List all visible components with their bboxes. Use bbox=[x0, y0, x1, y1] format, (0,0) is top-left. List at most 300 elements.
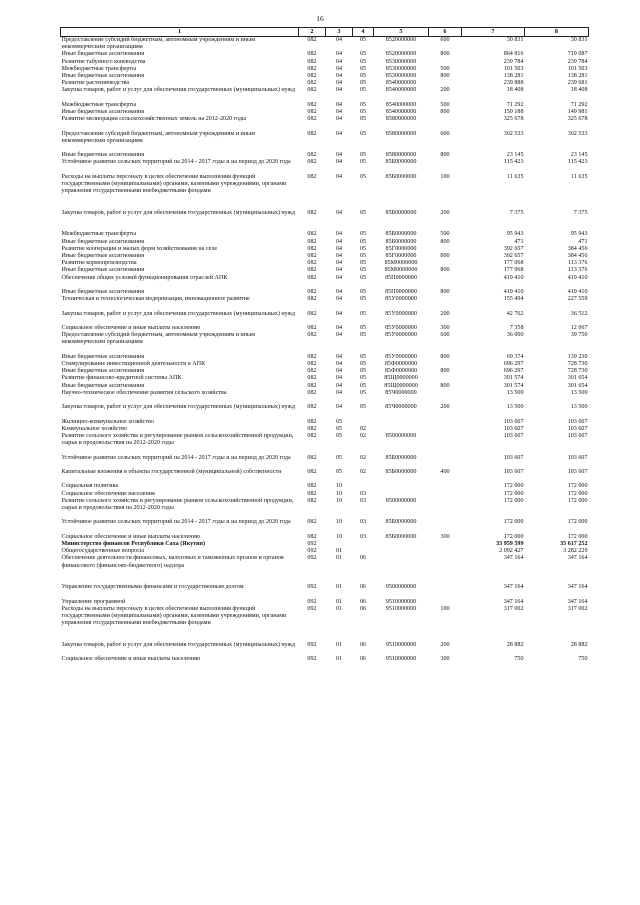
row-target-code: 85М0000000 bbox=[384, 260, 418, 267]
header-col-3: 3 bbox=[326, 28, 353, 37]
row-expense-type bbox=[429, 275, 462, 289]
row-amount-year1: 103 607 bbox=[503, 468, 524, 475]
row-subsection-code bbox=[353, 419, 374, 426]
row-target-code: 8520000000 bbox=[385, 37, 417, 43]
row-name: Иные бюджетные ассигнования bbox=[61, 73, 145, 80]
row-section-code: 04 bbox=[335, 73, 343, 80]
row-target-code bbox=[374, 491, 429, 498]
table-row bbox=[61, 332, 589, 354]
row-section-code: 04 bbox=[335, 332, 343, 339]
row-amount-year1: 317 002 bbox=[503, 605, 524, 612]
row-ministry-code: 082 bbox=[307, 51, 317, 58]
row-amount-year1: 392 657 bbox=[503, 253, 524, 259]
row-section-code: 04 bbox=[335, 260, 343, 267]
row-subsection-code: 05 bbox=[359, 116, 367, 123]
row-ministry-code: 092 bbox=[307, 605, 317, 612]
row-amount-year2: 325 678 bbox=[567, 116, 588, 123]
row-name: Обеспечение деятельности финансовых, налоговых и таможенных органов и органов финансового (финансово-бюджетного) надзора bbox=[61, 555, 284, 569]
table-row bbox=[61, 555, 589, 584]
row-subsection-code: 05 bbox=[359, 375, 367, 382]
row-amount-year1: 13 500 bbox=[506, 404, 524, 411]
row-section-code: 04 bbox=[335, 404, 343, 411]
row-section-code: 04 bbox=[335, 173, 343, 180]
row-ministry-code: 082 bbox=[307, 296, 317, 303]
row-name: Межбюджетные трансферты bbox=[61, 231, 137, 238]
table-row bbox=[61, 656, 589, 663]
row-ministry-code: 082 bbox=[307, 101, 317, 108]
row-section-code: 04 bbox=[335, 37, 343, 43]
row-expense-type bbox=[429, 159, 462, 173]
row-name: Научно-техническое обеспечение развития сельского хозяйства bbox=[61, 389, 227, 396]
row-section-code: 04 bbox=[335, 238, 343, 245]
row-ministry-code: 082 bbox=[307, 73, 317, 80]
row-target-code: 9510000000 bbox=[385, 605, 417, 612]
row-expense-type: 800 bbox=[440, 109, 450, 116]
row-ministry-code: 082 bbox=[307, 116, 317, 123]
row-section-code: 04 bbox=[335, 58, 343, 65]
row-expense-type: 400 bbox=[440, 468, 450, 475]
table-row bbox=[61, 426, 589, 433]
row-ministry-code: 092 bbox=[307, 548, 317, 555]
row-amount-year1: 13 500 bbox=[506, 389, 524, 396]
row-amount-year2: 347 164 bbox=[567, 555, 588, 562]
row-target-code: 85М0000000 bbox=[384, 267, 418, 274]
row-ministry-code: 092 bbox=[307, 584, 317, 591]
row-expense-type: 800 bbox=[440, 289, 450, 295]
row-section-code: 01 bbox=[335, 598, 343, 605]
row-subsection-code: 03 bbox=[359, 497, 367, 504]
table-row bbox=[61, 289, 589, 296]
row-subsection-code: 05 bbox=[359, 253, 367, 259]
row-amount-year2: 384 456 bbox=[567, 253, 588, 259]
row-target-code: 8530000000 bbox=[385, 58, 417, 65]
row-amount-year2: 301 654 bbox=[567, 382, 588, 389]
row-name: Закупка товаров, работ и услуг для обеспечения государственных (муниципальных) нужд bbox=[61, 209, 295, 216]
row-name: Социальная политика bbox=[61, 483, 119, 490]
row-name: Закупка товаров, работ и услуг для обеспечения государственных (муниципальных) нужд bbox=[61, 404, 295, 411]
row-target-code: 85Щ0000000 bbox=[384, 382, 418, 389]
row-amount-year1: 11 635 bbox=[506, 173, 524, 180]
row-name: Социальное обеспечение и иные выплаты населению bbox=[61, 324, 201, 331]
row-target-code: 8540000000 bbox=[385, 87, 417, 94]
row-ministry-code: 082 bbox=[307, 37, 317, 43]
row-amount-year1: 696 297 bbox=[503, 360, 524, 367]
row-name: Стимулирование инвестиционной деятельности в АПК bbox=[61, 360, 206, 367]
row-expense-type bbox=[429, 541, 462, 548]
row-amount-year2: 384 456 bbox=[567, 245, 588, 252]
row-ministry-code: 082 bbox=[307, 274, 317, 281]
row-amount-year2: 101 503 bbox=[567, 65, 588, 72]
row-ministry-code: 082 bbox=[307, 159, 317, 166]
table-row bbox=[61, 159, 589, 173]
table-row bbox=[61, 73, 589, 80]
table-row bbox=[61, 483, 589, 490]
row-expense-type bbox=[429, 599, 462, 606]
row-name: Иные бюджетные ассигнования bbox=[61, 368, 145, 375]
row-section-code: 04 bbox=[335, 209, 343, 216]
row-amount-year2: 139 230 bbox=[567, 353, 588, 360]
row-expense-type bbox=[429, 498, 462, 520]
row-ministry-code: 082 bbox=[307, 332, 317, 339]
row-amount-year2: 138 281 bbox=[567, 73, 588, 80]
row-amount-year2: 71 292 bbox=[570, 101, 588, 108]
row-ministry-code: 082 bbox=[307, 238, 317, 245]
row-expense-type: 300 bbox=[440, 656, 450, 663]
row-amount-year1: 115 423 bbox=[503, 159, 524, 166]
row-expense-type: 600 bbox=[440, 332, 450, 339]
row-target-code: 8580000000 bbox=[385, 152, 417, 159]
table-row bbox=[61, 404, 589, 418]
row-subsection-code: 05 bbox=[359, 310, 367, 317]
row-target-code: 85П0000000 bbox=[385, 274, 417, 281]
row-name: Предоставление субсидий бюджетным, автономным учреждениям и иным некоммерческим организациям bbox=[61, 37, 255, 51]
row-name: Жилищно-коммунальное хозяйство bbox=[61, 418, 154, 425]
row-amount-year2: 113 376 bbox=[567, 267, 588, 274]
row-expense-type bbox=[429, 555, 462, 584]
row-name: Капитальные вложения в объекты государственной (муниципальной) собственности bbox=[61, 468, 282, 475]
row-ministry-code: 082 bbox=[307, 65, 317, 72]
row-amount-year1: 301 574 bbox=[503, 375, 524, 382]
row-expense-type bbox=[429, 80, 462, 87]
row-amount-year1: 150 188 bbox=[503, 109, 524, 116]
row-target-code: 9500000000 bbox=[385, 584, 417, 591]
row-name: Иные бюджетные ассигнования bbox=[61, 267, 145, 274]
row-ministry-code: 082 bbox=[307, 310, 317, 317]
row-section-code: 04 bbox=[335, 375, 343, 382]
row-subsection-code: 05 bbox=[359, 65, 367, 72]
table-row bbox=[61, 390, 589, 404]
row-target-code bbox=[374, 548, 429, 555]
row-name: Общегосударственные вопросы bbox=[61, 548, 145, 555]
row-amount-year1: 172 000 bbox=[503, 483, 524, 490]
table-row bbox=[61, 231, 589, 238]
row-expense-type bbox=[429, 59, 462, 66]
row-section-code: 04 bbox=[335, 360, 343, 367]
table-row bbox=[61, 491, 589, 498]
row-amount-year1: 471 bbox=[514, 238, 524, 245]
row-section-code: 04 bbox=[335, 253, 343, 259]
row-target-code bbox=[374, 483, 429, 490]
header-col-4: 4 bbox=[353, 28, 374, 37]
row-subsection-code: 02 bbox=[359, 425, 367, 432]
row-name: Закупка товаров, работ и услуг для обеспечения государственных (муниципальных) нужд bbox=[61, 310, 295, 317]
row-name: Развитие сельского хозяйства и регулирование рынков сельскохозяйственной продукции, сырья и продовольствия на 2012-2020 годы bbox=[61, 432, 294, 447]
row-amount-year1: 30 831 bbox=[506, 37, 524, 43]
row-ministry-code: 082 bbox=[307, 173, 317, 180]
row-expense-type bbox=[429, 296, 462, 310]
row-section-code: 04 bbox=[335, 101, 343, 108]
header-col-5: 5 bbox=[374, 28, 429, 37]
row-name: Иные бюджетные ассигнования bbox=[61, 109, 145, 116]
row-ministry-code: 082 bbox=[307, 324, 317, 331]
row-amount-year2: 172 000 bbox=[567, 497, 588, 504]
row-target-code: 85Ч0000000 bbox=[385, 389, 417, 396]
row-amount-year1: 36 000 bbox=[506, 332, 524, 339]
row-amount-year2: 750 bbox=[578, 656, 588, 663]
table-row bbox=[61, 311, 589, 325]
row-name: Управление государственными финансами и государственным долгом bbox=[61, 584, 244, 591]
row-amount-year2: 172 000 bbox=[567, 483, 588, 490]
row-amount-year2: 103 607 bbox=[567, 418, 588, 425]
row-expense-type: 800 bbox=[440, 51, 450, 58]
row-subsection-code: 05 bbox=[359, 152, 367, 159]
row-subsection-code: 05 bbox=[359, 159, 367, 166]
row-section-code: 04 bbox=[335, 310, 343, 317]
row-name: Управление программой bbox=[61, 598, 126, 605]
row-name: Министерство финансов Республики Саха (Якутия) bbox=[61, 540, 205, 547]
table-body bbox=[61, 37, 589, 664]
row-name: Иные бюджетные ассигнования bbox=[61, 289, 145, 295]
row-section-code: 04 bbox=[335, 231, 343, 238]
row-amount-year2: 30 831 bbox=[570, 37, 588, 43]
row-name: Закупка товаров, работ и услуг для обеспечения государственных (муниципальных) нужд bbox=[61, 87, 295, 94]
row-amount-year2: 302 533 bbox=[567, 130, 588, 137]
row-amount-year2: 11 635 bbox=[570, 173, 588, 180]
row-target-code: 85Г0000000 bbox=[385, 253, 417, 259]
row-amount-year1: 95 943 bbox=[506, 231, 524, 238]
row-name: Расходы на выплаты персоналу в целях обеспечения выполнения функций государственными (муниципальными) органами, казенными учреждениями, органами управления государственными внебюджетными фондами bbox=[61, 605, 287, 627]
row-target-code: 8500000000 bbox=[385, 497, 417, 504]
table-row bbox=[61, 102, 589, 109]
row-amount-year2: 728 730 bbox=[567, 368, 588, 375]
row-subsection-code: 05 bbox=[359, 109, 367, 116]
row-subsection-code bbox=[353, 541, 374, 548]
table-row bbox=[61, 131, 589, 153]
row-amount-year1: 172 000 bbox=[503, 533, 524, 540]
row-ministry-code: 082 bbox=[307, 130, 317, 137]
row-target-code: 85Г0000000 bbox=[385, 245, 417, 252]
row-name: Межбюджетные трансферты bbox=[61, 65, 137, 72]
row-amount-year1: 177 068 bbox=[503, 267, 524, 274]
row-name: Предоставление субсидий бюджетным, автономным учреждениям и иным некоммерческим организациям bbox=[61, 332, 255, 346]
row-name: Социальное обеспечение населения bbox=[61, 490, 155, 497]
row-amount-year1: 419 410 bbox=[503, 274, 524, 281]
row-section-code: 01 bbox=[335, 584, 343, 591]
row-expense-type: 100 bbox=[440, 173, 450, 180]
row-section-code: 04 bbox=[335, 289, 343, 295]
row-amount-year2: 728 730 bbox=[567, 360, 588, 367]
table-row bbox=[61, 296, 589, 310]
row-ministry-code: 082 bbox=[307, 404, 317, 411]
row-subsection-code: 06 bbox=[359, 641, 367, 648]
row-amount-year1: 7 358 bbox=[509, 324, 524, 331]
row-amount-year2: 36 512 bbox=[570, 310, 588, 317]
row-amount-year1: 301 574 bbox=[503, 382, 524, 389]
row-amount-year1: 103 607 bbox=[503, 454, 524, 461]
row-subsection-code: 05 bbox=[359, 245, 367, 252]
row-target-code: 8540000000 bbox=[385, 109, 417, 116]
row-expense-type bbox=[429, 491, 462, 498]
row-expense-type bbox=[429, 260, 462, 267]
row-target-code: 8500000000 bbox=[385, 432, 417, 439]
row-subsection-code: 05 bbox=[359, 80, 367, 87]
row-amount-year2: 172 000 bbox=[567, 519, 588, 526]
table-row bbox=[61, 267, 589, 274]
row-subsection-code: 05 bbox=[359, 296, 367, 303]
row-expense-type bbox=[429, 419, 462, 426]
row-expense-type bbox=[429, 116, 462, 130]
row-target-code: 85Ф0000000 bbox=[384, 360, 418, 367]
row-expense-type: 800 bbox=[440, 73, 450, 80]
row-expense-type: 200 bbox=[440, 87, 450, 94]
row-subsection-code: 05 bbox=[359, 130, 367, 137]
row-section-code: 04 bbox=[335, 152, 343, 159]
row-subsection-code: 05 bbox=[359, 289, 367, 295]
row-amount-year1: 33 959 599 bbox=[496, 540, 524, 547]
row-amount-year1: 172 000 bbox=[503, 519, 524, 526]
row-section-code: 04 bbox=[335, 296, 343, 303]
row-expense-type: 800 bbox=[440, 152, 450, 159]
row-subsection-code bbox=[353, 483, 374, 490]
row-amount-year2: 239 784 bbox=[567, 58, 588, 65]
row-expense-type bbox=[429, 455, 462, 469]
row-ministry-code: 082 bbox=[307, 490, 317, 497]
row-section-code: 04 bbox=[335, 389, 343, 396]
row-target-code: 85Б0000000 bbox=[385, 468, 417, 475]
row-expense-type: 500 bbox=[440, 231, 450, 238]
table-row bbox=[61, 246, 589, 253]
row-expense-type: 200 bbox=[440, 310, 450, 317]
row-section-code: 04 bbox=[335, 116, 343, 123]
row-ministry-code: 082 bbox=[307, 260, 317, 267]
table-row bbox=[61, 375, 589, 382]
row-name: Иные бюджетные ассигнования bbox=[61, 353, 145, 360]
row-name: Иные бюджетные ассигнования bbox=[61, 253, 145, 259]
row-subsection-code: 05 bbox=[359, 267, 367, 274]
row-amount-year1: 347 164 bbox=[503, 555, 524, 562]
row-expense-type: 100 bbox=[440, 605, 450, 612]
row-amount-year2: 18 408 bbox=[570, 87, 588, 94]
row-expense-type: 500 bbox=[440, 65, 450, 72]
row-amount-year2: 39 750 bbox=[570, 332, 588, 339]
table-row bbox=[61, 433, 589, 455]
row-expense-type: 500 bbox=[440, 101, 450, 108]
row-expense-type bbox=[429, 433, 462, 455]
row-amount-year2: 317 002 bbox=[567, 605, 588, 612]
row-subsection-code: 02 bbox=[359, 432, 367, 439]
header-col-6: 6 bbox=[429, 28, 462, 37]
row-amount-year1: 325 678 bbox=[503, 116, 524, 123]
row-amount-year2: 419 410 bbox=[567, 274, 588, 281]
row-amount-year1: 172 000 bbox=[503, 490, 524, 497]
row-section-code: 04 bbox=[335, 382, 343, 389]
row-amount-year2: 28 882 bbox=[570, 641, 588, 648]
row-section-code: 01 bbox=[335, 605, 343, 612]
row-section-code: 01 bbox=[335, 555, 343, 562]
row-target-code: 85Б0000000 bbox=[385, 159, 417, 166]
row-name: Социальное обеспечение и иные выплаты населению bbox=[61, 533, 201, 540]
row-section-code: 05 bbox=[335, 432, 343, 439]
row-expense-type: 600 bbox=[440, 37, 450, 43]
row-target-code: 85Б0000000 bbox=[385, 209, 417, 216]
row-amount-year2: 23 145 bbox=[570, 152, 588, 159]
row-expense-type: 300 bbox=[440, 533, 450, 540]
row-subsection-code: 05 bbox=[359, 368, 367, 375]
row-ministry-code: 082 bbox=[307, 289, 317, 295]
row-amount-year1: 347 164 bbox=[503, 584, 524, 591]
row-expense-type bbox=[429, 390, 462, 404]
row-subsection-code: 05 bbox=[359, 404, 367, 411]
row-target-code: 85Ф0000000 bbox=[384, 368, 418, 375]
row-target-code: 85Щ0000000 bbox=[384, 375, 418, 382]
row-amount-year2: 113 376 bbox=[567, 260, 588, 267]
row-subsection-code: 05 bbox=[359, 173, 367, 180]
row-amount-year2: 95 943 bbox=[570, 231, 588, 238]
row-subsection-code: 03 bbox=[359, 533, 367, 540]
row-ministry-code: 082 bbox=[307, 454, 317, 461]
row-ministry-code: 092 bbox=[307, 555, 317, 562]
row-amount-year2: 103 607 bbox=[567, 454, 588, 461]
row-subsection-code: 02 bbox=[359, 454, 367, 461]
row-name: Предоставление субсидий бюджетным, автономным учреждениям и иным некоммерческим организациям bbox=[61, 130, 255, 144]
row-subsection-code: 05 bbox=[359, 231, 367, 238]
row-section-code: 05 bbox=[335, 418, 343, 425]
row-target-code: 8580000000 bbox=[385, 130, 417, 137]
row-amount-year1: 172 000 bbox=[503, 497, 524, 504]
row-subsection-code: 05 bbox=[359, 101, 367, 108]
budget-table bbox=[60, 27, 589, 663]
row-subsection-code: 05 bbox=[359, 238, 367, 245]
row-expense-type bbox=[429, 548, 462, 555]
row-target-code: 8540000000 bbox=[385, 80, 417, 87]
row-subsection-code: 06 bbox=[359, 598, 367, 605]
row-ministry-code: 082 bbox=[307, 245, 317, 252]
row-subsection-code: 06 bbox=[359, 584, 367, 591]
row-expense-type: 800 bbox=[440, 238, 450, 245]
row-target-code: 8530000000 bbox=[385, 65, 417, 72]
row-amount-year1: 103 607 bbox=[503, 425, 524, 432]
row-ministry-code: 092 bbox=[307, 540, 317, 547]
table-row bbox=[61, 37, 589, 52]
row-target-code: 9510000000 bbox=[385, 656, 417, 663]
row-section-code: 10 bbox=[335, 490, 343, 497]
row-section-code: 04 bbox=[335, 130, 343, 137]
row-ministry-code: 082 bbox=[307, 389, 317, 396]
row-ministry-code: 082 bbox=[307, 87, 317, 94]
row-ministry-code: 082 bbox=[307, 80, 317, 87]
row-amount-year2: 301 654 bbox=[567, 375, 588, 382]
row-target-code: 8580000000 bbox=[385, 116, 417, 123]
row-target-code: 8520000000 bbox=[385, 51, 417, 58]
row-expense-type: 800 bbox=[440, 253, 450, 259]
row-name: Устойчивое развитие сельских территорий на 2014 - 2017 годы и на период до 2020 года bbox=[61, 159, 291, 166]
row-amount-year2: 347 164 bbox=[567, 584, 588, 591]
row-amount-year2: 239 681 bbox=[567, 80, 588, 87]
row-ministry-code: 082 bbox=[307, 209, 317, 216]
row-amount-year2: 3 282 229 bbox=[563, 548, 588, 555]
row-amount-year1: 71 292 bbox=[506, 101, 524, 108]
table-row bbox=[61, 116, 589, 130]
row-ministry-code: 082 bbox=[307, 109, 317, 116]
row-amount-year1: 392 657 bbox=[503, 245, 524, 252]
table-row bbox=[61, 239, 589, 246]
row-name: Иные бюджетные ассигнования bbox=[61, 382, 145, 389]
row-name: Расходы на выплаты персоналу в целях обеспечения выполнения функций государственными (муниципальными) органами, казенными учреждениями, органами управления государственными внебюджетными фондами bbox=[61, 173, 287, 195]
row-expense-type: 200 bbox=[440, 641, 450, 648]
row-section-code: 04 bbox=[335, 267, 343, 274]
row-section-code: 04 bbox=[335, 353, 343, 360]
row-section-code: 05 bbox=[335, 468, 343, 475]
row-subsection-code: 06 bbox=[359, 656, 367, 663]
row-target-code: 8540000000 bbox=[385, 101, 417, 108]
row-expense-type: 600 bbox=[440, 130, 450, 137]
row-expense-type: 800 bbox=[440, 382, 450, 389]
row-ministry-code: 082 bbox=[307, 533, 317, 540]
table-row bbox=[61, 519, 589, 533]
row-subsection-code bbox=[353, 548, 374, 555]
row-expense-type: 800 bbox=[440, 353, 450, 360]
row-ministry-code: 082 bbox=[307, 497, 317, 504]
